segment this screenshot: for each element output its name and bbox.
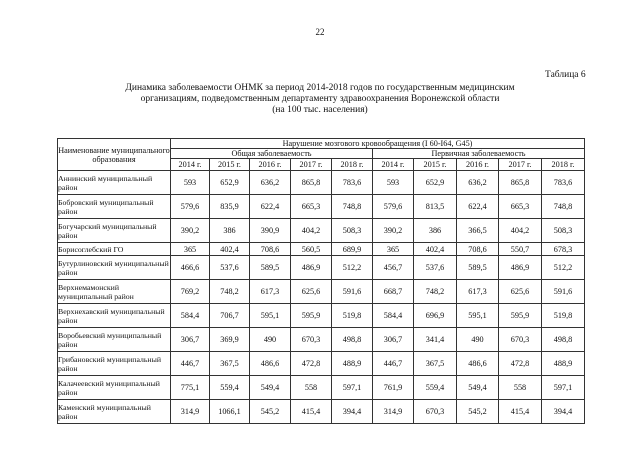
value-cell: 625,6 <box>499 280 542 304</box>
value-cell: 512,2 <box>332 256 373 280</box>
value-cell: 591,6 <box>542 280 585 304</box>
year-header: 2015 г. <box>414 159 457 171</box>
value-cell: 386 <box>414 219 457 243</box>
value-cell: 595,1 <box>250 304 291 328</box>
value-cell: 390,9 <box>250 219 291 243</box>
value-cell: 486,9 <box>499 256 542 280</box>
value-cell: 748,2 <box>210 280 250 304</box>
value-cell: 446,7 <box>171 352 210 376</box>
value-cell: 488,9 <box>332 352 373 376</box>
value-cell: 537,6 <box>414 256 457 280</box>
value-cell: 404,2 <box>291 219 332 243</box>
value-cell: 367,5 <box>210 352 250 376</box>
table-row <box>58 376 585 400</box>
district-name-cell: Калачеевский муниципальный район <box>58 376 171 400</box>
year-header: 2016 г. <box>250 159 291 171</box>
value-cell: 306,7 <box>373 328 414 352</box>
value-cell: 696,9 <box>414 304 457 328</box>
year-header: 2014 г. <box>373 159 414 171</box>
table-row <box>58 328 585 352</box>
table-row <box>58 400 585 424</box>
value-cell: 456,7 <box>373 256 414 280</box>
value-cell: 652,9 <box>414 171 457 195</box>
value-cell: 579,6 <box>373 195 414 219</box>
year-header: 2015 г. <box>210 159 250 171</box>
table-label: Таблица 6 <box>545 70 586 80</box>
value-cell: 593 <box>373 171 414 195</box>
value-cell: 498,8 <box>332 328 373 352</box>
year-header: 2014 г. <box>171 159 210 171</box>
value-cell: 783,6 <box>542 171 585 195</box>
value-cell: 597,1 <box>332 376 373 400</box>
title-line: Динамика заболеваемости ОНМК за период 2014-2018 годов по государственным медицинским <box>125 83 515 93</box>
value-cell: 617,3 <box>457 280 499 304</box>
value-cell: 665,3 <box>291 195 332 219</box>
value-cell: 708,6 <box>250 243 291 256</box>
value-cell: 549,4 <box>457 376 499 400</box>
value-cell: 597,1 <box>542 376 585 400</box>
value-cell: 508,3 <box>332 219 373 243</box>
value-cell: 670,3 <box>414 400 457 424</box>
value-cell: 636,2 <box>457 171 499 195</box>
table-row <box>58 171 585 195</box>
value-cell: 402,4 <box>414 243 457 256</box>
value-cell: 365 <box>373 243 414 256</box>
district-name-cell: Верхнемамонский муниципальный район <box>58 280 171 304</box>
value-cell: 512,2 <box>542 256 585 280</box>
value-cell: 498,8 <box>542 328 585 352</box>
district-name-cell: Бутурлиновский муниципальный район <box>58 256 171 280</box>
value-cell: 415,4 <box>291 400 332 424</box>
value-cell: 769,2 <box>171 280 210 304</box>
value-cell: 367,5 <box>414 352 457 376</box>
table-row <box>58 280 585 304</box>
value-cell: 488,9 <box>542 352 585 376</box>
value-cell: 369,9 <box>210 328 250 352</box>
value-cell: 366,5 <box>457 219 499 243</box>
value-cell: 472,8 <box>499 352 542 376</box>
value-cell: 579,6 <box>171 195 210 219</box>
value-cell: 550,7 <box>499 243 542 256</box>
value-cell: 537,6 <box>210 256 250 280</box>
title-line: (на 100 тыс. населения) <box>272 105 368 115</box>
value-cell: 589,5 <box>250 256 291 280</box>
value-cell: 341,4 <box>414 328 457 352</box>
table-row <box>58 243 585 256</box>
year-header: 2018 г. <box>332 159 373 171</box>
year-header: 2017 г. <box>291 159 332 171</box>
value-cell: 466,6 <box>171 256 210 280</box>
value-cell: 706,7 <box>210 304 250 328</box>
group-header-total: Общая заболеваемость <box>171 149 373 159</box>
value-cell: 402,4 <box>210 243 250 256</box>
value-cell: 865,8 <box>499 171 542 195</box>
value-cell: 390,2 <box>171 219 210 243</box>
value-cell: 595,1 <box>457 304 499 328</box>
value-cell: 783,6 <box>332 171 373 195</box>
district-name-cell: Грибановский муниципальный район <box>58 352 171 376</box>
value-cell: 589,5 <box>457 256 499 280</box>
table-row <box>58 219 585 243</box>
value-cell: 595,9 <box>499 304 542 328</box>
district-name-cell: Аннинский муниципальный район <box>58 171 171 195</box>
table-body <box>58 171 585 424</box>
value-cell: 584,4 <box>171 304 210 328</box>
document-title <box>85 83 555 116</box>
main-header: Нарушение мозгового кровообращения (I 60-I64, G45) <box>171 139 585 149</box>
value-cell: 689,9 <box>332 243 373 256</box>
district-name-cell: Верхнехавский муниципальный район <box>58 304 171 328</box>
value-cell: 446,7 <box>373 352 414 376</box>
value-cell: 665,3 <box>499 195 542 219</box>
table-row <box>58 195 585 219</box>
value-cell: 508,3 <box>542 219 585 243</box>
value-cell: 415,4 <box>499 400 542 424</box>
value-cell: 1066,1 <box>210 400 250 424</box>
value-cell: 559,4 <box>414 376 457 400</box>
value-cell: 558 <box>499 376 542 400</box>
value-cell: 486,9 <box>291 256 332 280</box>
district-name-cell: Бобровский муниципальный район <box>58 195 171 219</box>
value-cell: 490 <box>457 328 499 352</box>
value-cell: 545,2 <box>250 400 291 424</box>
district-name-cell: Каменский муниципальный район <box>58 400 171 424</box>
value-cell: 404,2 <box>499 219 542 243</box>
value-cell: 593 <box>171 171 210 195</box>
year-header: 2017 г. <box>499 159 542 171</box>
value-cell: 306,7 <box>171 328 210 352</box>
value-cell: 394,4 <box>542 400 585 424</box>
district-name-cell: Воробьевский муниципальный район <box>58 328 171 352</box>
value-cell: 490 <box>250 328 291 352</box>
value-cell: 636,2 <box>250 171 291 195</box>
value-cell: 584,4 <box>373 304 414 328</box>
table-row <box>58 304 585 328</box>
year-header: 2018 г. <box>542 159 585 171</box>
value-cell: 472,8 <box>291 352 332 376</box>
value-cell: 365 <box>171 243 210 256</box>
district-column-header: Наименование муниципального образования <box>58 139 171 171</box>
title-line: организациям, подведомственным департаменту здравоохранения Воронежской области <box>140 94 500 104</box>
value-cell: 549,4 <box>250 376 291 400</box>
value-cell: 865,8 <box>291 171 332 195</box>
value-cell: 390,2 <box>373 219 414 243</box>
value-cell: 761,9 <box>373 376 414 400</box>
value-cell: 775,1 <box>171 376 210 400</box>
value-cell: 835,9 <box>210 195 250 219</box>
group-header-primary: Первичная заболеваемость <box>373 149 585 159</box>
value-cell: 486,6 <box>457 352 499 376</box>
table-row <box>58 352 585 376</box>
value-cell: 622,4 <box>250 195 291 219</box>
value-cell: 558 <box>291 376 332 400</box>
value-cell: 708,6 <box>457 243 499 256</box>
value-cell: 560,5 <box>291 243 332 256</box>
value-cell: 545,2 <box>457 400 499 424</box>
value-cell: 519,8 <box>542 304 585 328</box>
value-cell: 559,4 <box>210 376 250 400</box>
value-cell: 678,3 <box>542 243 585 256</box>
year-header: 2016 г. <box>457 159 499 171</box>
value-cell: 668,7 <box>373 280 414 304</box>
value-cell: 386 <box>210 219 250 243</box>
value-cell: 625,6 <box>291 280 332 304</box>
value-cell: 394,4 <box>332 400 373 424</box>
value-cell: 595,9 <box>291 304 332 328</box>
district-name-cell: Борисоглебский ГО <box>58 243 171 256</box>
page-number: 22 <box>315 27 325 37</box>
morbidity-table <box>57 138 585 424</box>
value-cell: 670,3 <box>499 328 542 352</box>
district-name-cell: Богучарский муниципальный район <box>58 219 171 243</box>
value-cell: 591,6 <box>332 280 373 304</box>
table-row <box>58 256 585 280</box>
value-cell: 314,9 <box>171 400 210 424</box>
value-cell: 670,3 <box>291 328 332 352</box>
value-cell: 486,6 <box>250 352 291 376</box>
value-cell: 748,8 <box>542 195 585 219</box>
value-cell: 813,5 <box>414 195 457 219</box>
value-cell: 652,9 <box>210 171 250 195</box>
value-cell: 617,3 <box>250 280 291 304</box>
value-cell: 519,8 <box>332 304 373 328</box>
value-cell: 622,4 <box>457 195 499 219</box>
value-cell: 748,8 <box>332 195 373 219</box>
value-cell: 314,9 <box>373 400 414 424</box>
value-cell: 748,2 <box>414 280 457 304</box>
